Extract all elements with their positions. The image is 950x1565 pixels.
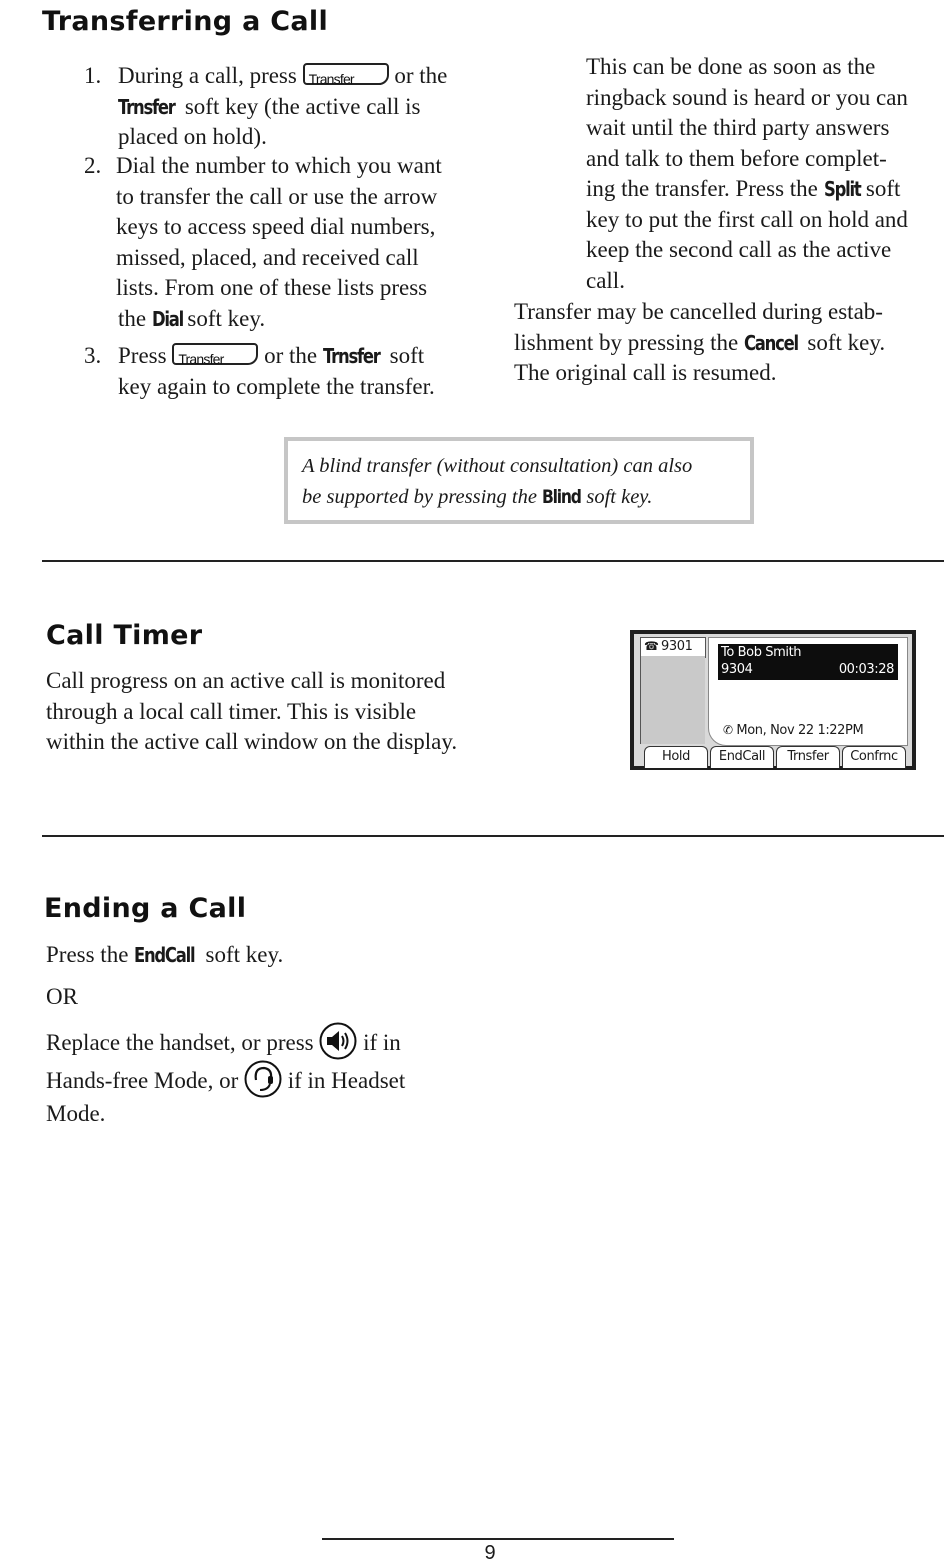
softkey-label: Trnsfer bbox=[118, 94, 175, 119]
section-divider bbox=[42, 560, 944, 562]
paragraph-line: Press the bbox=[46, 942, 129, 967]
softkey-label: Cancel bbox=[743, 330, 798, 355]
footer-rule bbox=[322, 1538, 674, 1540]
phone-icon: ☎ bbox=[644, 639, 659, 653]
page-number: 9 bbox=[484, 1542, 496, 1564]
paragraph-line: Replace the handset, or press bbox=[46, 1030, 314, 1055]
timer-heading: Call Timer bbox=[46, 620, 203, 651]
ending-line-1 bbox=[46, 940, 546, 971]
ending-or: OR bbox=[46, 984, 78, 1009]
transfer-heading: Transferring a Call bbox=[42, 6, 329, 37]
paragraph-line: keep the second call as the active bbox=[586, 237, 892, 262]
caller-name: To Bob Smith bbox=[721, 645, 802, 660]
paragraph-line: if in Headset bbox=[287, 1068, 406, 1093]
paragraph-line: wait until the third party answers bbox=[586, 115, 890, 140]
ending-paragraph bbox=[46, 1022, 566, 1130]
blind-transfer-note bbox=[284, 437, 754, 524]
paragraph-line: soft key. bbox=[205, 942, 284, 967]
step-text: Press bbox=[118, 343, 167, 368]
paragraph-line: ringback sound is heard or you can bbox=[586, 84, 908, 110]
softkey-label: EndCall bbox=[134, 943, 195, 967]
handset-icon: ✆ bbox=[723, 723, 733, 737]
softkey-conference: Confrnc bbox=[842, 746, 906, 768]
paragraph-line: if in bbox=[363, 1030, 401, 1055]
paragraph-line: ing the transfer. Press the bbox=[586, 176, 818, 201]
step-number: 2. bbox=[84, 153, 102, 178]
paragraph-line: soft bbox=[865, 176, 901, 201]
softkey-label: Blind bbox=[542, 486, 581, 508]
caller-number: 9304 bbox=[721, 662, 753, 677]
paragraph-line: Transfer may be cancelled during estab- bbox=[514, 299, 883, 324]
paragraph-line: through a local call timer. This is visible bbox=[46, 698, 417, 724]
step-text: or the bbox=[264, 343, 318, 368]
transfer-cancel-paragraph bbox=[514, 297, 944, 389]
step-text: During a call, press bbox=[118, 63, 297, 88]
softkey-transfer: Trnsfer bbox=[776, 746, 840, 768]
step-text: missed, placed, and received call bbox=[116, 244, 419, 270]
date-time: Mon, Nov 22 1:22PM bbox=[736, 723, 864, 738]
softkey-endcall: EndCall bbox=[710, 746, 774, 768]
transfer-key-icon: Transfer bbox=[172, 343, 258, 365]
step-text: or the bbox=[394, 63, 448, 88]
timer-paragraph bbox=[46, 666, 516, 758]
paragraph-line: soft key. bbox=[807, 329, 886, 355]
step-text: to transfer the call or use the arrow bbox=[116, 183, 438, 209]
paragraph-line: and talk to them before complet- bbox=[586, 145, 887, 171]
paragraph-line: within the active call window on the display. bbox=[46, 729, 458, 754]
transfer-key-icon: Transfer bbox=[303, 63, 389, 85]
step-text: Dial the number to which you want bbox=[116, 153, 442, 178]
step-text: soft key. bbox=[187, 305, 266, 331]
step-text: the bbox=[118, 305, 147, 331]
step-text: soft bbox=[389, 343, 425, 368]
paragraph-line: Call progress on an active call is monitored bbox=[46, 668, 446, 693]
note-line: A blind transfer (without consultation) can also bbox=[302, 455, 693, 477]
step-number: 1. bbox=[84, 63, 102, 88]
phone-display-image bbox=[630, 630, 916, 770]
line-tab bbox=[640, 637, 706, 658]
paragraph-line: The original call is resumed. bbox=[514, 360, 777, 385]
step-text: lists. From one of these lists press bbox=[116, 275, 428, 300]
paragraph-line: Hands-free Mode, or bbox=[46, 1068, 239, 1093]
transfer-right-indented bbox=[586, 52, 946, 296]
ending-heading: Ending a Call bbox=[44, 893, 247, 924]
softkey-label: Dial bbox=[151, 306, 183, 331]
note-line: be supported by pressing the bbox=[302, 486, 537, 508]
paragraph-line: lishment by pressing the bbox=[514, 329, 739, 355]
section-divider bbox=[42, 835, 944, 837]
paragraph-line: This can be done as soon as the bbox=[586, 54, 876, 79]
headset-icon bbox=[244, 1060, 282, 1098]
step-number: 3. bbox=[84, 343, 102, 368]
paragraph-line: call. bbox=[586, 267, 625, 293]
softkey-label: Trnsfer bbox=[322, 344, 380, 368]
paragraph-line: key to put the first call on hold and bbox=[586, 206, 908, 232]
call-timer: 00:03:28 bbox=[838, 662, 894, 677]
step-text: placed on hold). bbox=[118, 124, 267, 149]
note-line: soft key. bbox=[586, 486, 653, 508]
paragraph-line: Mode. bbox=[46, 1101, 106, 1126]
softkey-hold: Hold bbox=[644, 746, 708, 768]
speaker-icon bbox=[319, 1022, 357, 1060]
step-text: soft key (the active call is bbox=[184, 93, 421, 119]
line-number: 9301 bbox=[661, 639, 693, 654]
step-text: key again to complete the transfer. bbox=[118, 373, 435, 399]
softkey-label: Split bbox=[823, 177, 861, 201]
step-text: keys to access speed dial numbers, bbox=[116, 214, 436, 239]
